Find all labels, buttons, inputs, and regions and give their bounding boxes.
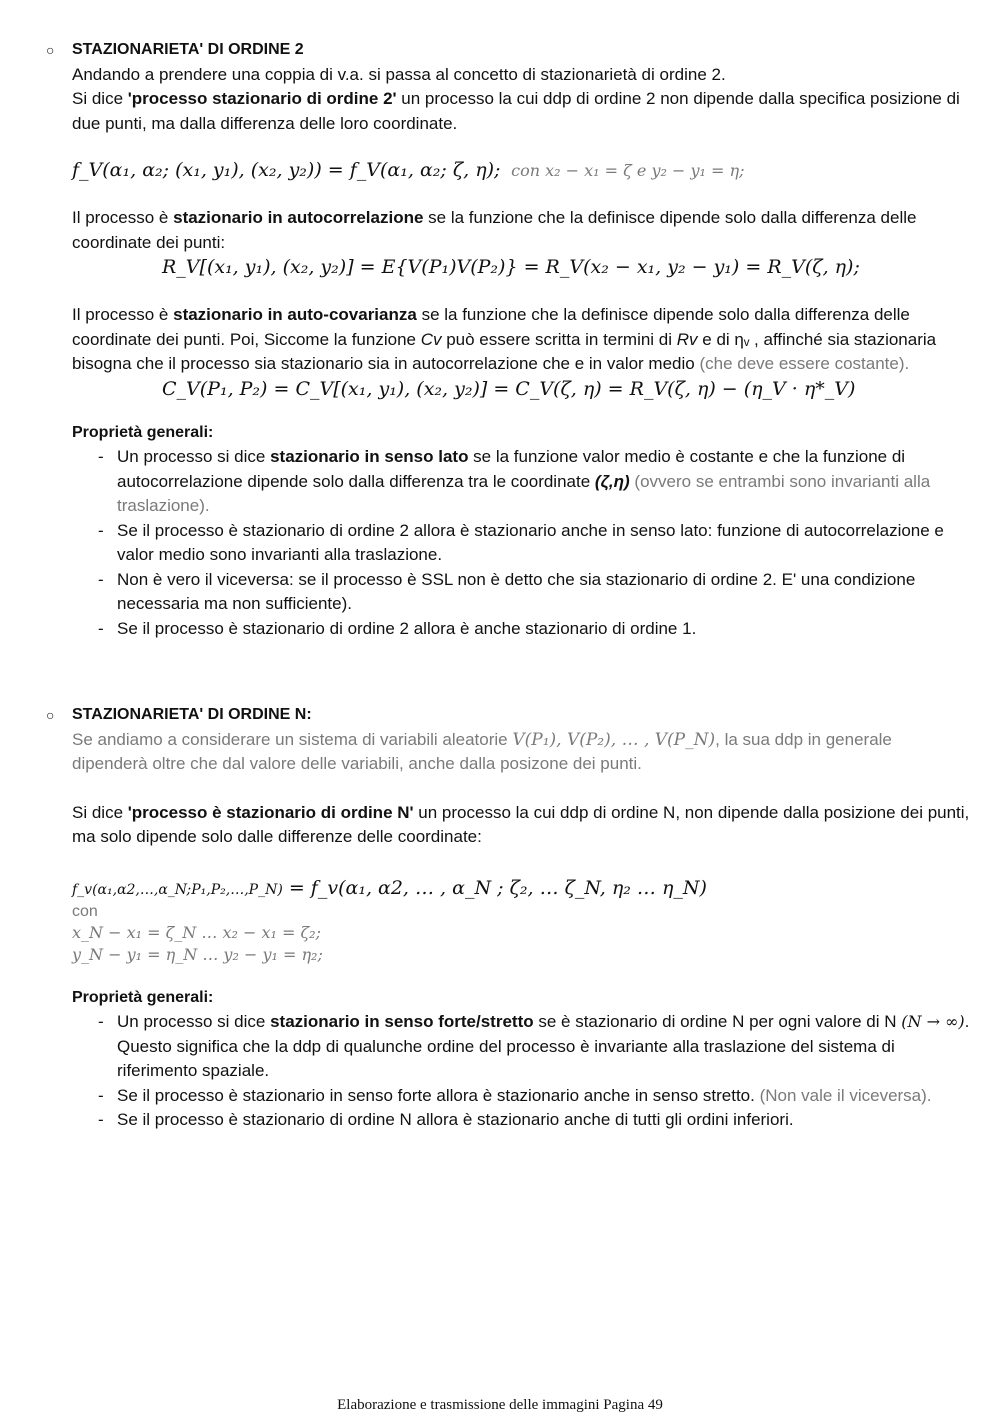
list-item: - Non è vero il viceversa: se il processo è SSL non è detto che sia stazionario di ordine 2. E' una condizione necessaria ma non sufficiente). xyxy=(117,568,972,617)
paragraph: Si dice 'processo è stazionario di ordine N' un processo la cui ddp di ordine N, non dipende dalla posizione dei punti, ma solo dipende solo dalle differenze delle coordinate: xyxy=(72,802,970,846)
list-item: - Se il processo è stazionario di ordine 2 allora è stazionario anche in senso lato: funzione di autocorrelazione e valor medio sono invarianti alla traslazione. xyxy=(117,519,972,568)
page-footer: Elaborazione e trasmissione delle immagini Pagina 49 xyxy=(337,1397,663,1413)
list-item: - Un processo si dice stazionario in senso forte/stretto se è stazionario di ordine N per ogni valore di N (N → ∞). Questo significa che la ddp di qualunche ordine del processo è invariante alla traslazione del sistema di riferimento spaziale. xyxy=(117,1010,972,1084)
equation: f_V(α₁, α₂; (x₁, y₁), (x₂, y₂)) = f_V(α₁, α₂; ζ, η); xyxy=(72,159,501,181)
section-title: STAZIONARIETA' DI ORDINE 2 xyxy=(72,41,304,58)
properties-title: Proprietà generali: xyxy=(72,988,214,1006)
section-stationarity-order-2 xyxy=(46,38,972,641)
properties-list xyxy=(72,445,972,641)
circle-bullet-icon: ○ xyxy=(46,707,55,723)
paragraph: Si dice 'processo stazionario di ordine 2' un processo la cui ddp di ordine 2 non dipende dalla specifica posizione di due punti, ma dalla differenza delle loro coordinate. xyxy=(72,89,960,133)
section-stationarity-order-n xyxy=(46,703,972,1133)
condition-x: x_N − x₁ = ζ_N … x₂ − x₁ = ζ₂; xyxy=(72,922,321,942)
con-label: con xyxy=(72,902,98,920)
paragraph: Se andiamo a considerare un sistema di variabili aleatorie V(P₁), V(P₂), … , V(P_N), la sua ddp in generale dipenderà oltre che dal valore delle variabili, anche dalla posizone dei punti. xyxy=(72,729,892,773)
list-item: - Se il processo è stazionario di ordine N allora è stazionario anche di tutti gli ordini inferiori. xyxy=(117,1108,972,1133)
properties-title: Proprietà generali: xyxy=(72,423,214,441)
equation-rhs: = f_v(α₁, α2, … , α_N ; ζ₂, … ζ_N, η₂ … η_N) xyxy=(282,876,707,899)
section-title: STAZIONARIETA' DI ORDINE N: xyxy=(72,706,312,723)
list-item: - Un processo si dice stazionario in senso lato se la funzione valor medio è costante e che la funzione di autocorrelazione dipende solo dalla differenza tra le coordinate (ζ,η) (ovvero se entrambi sono invarianti alla traslazione). xyxy=(117,445,972,519)
equation: R_V[(x₁, y₁), (x₂, y₂)] = E{V(P₁)V(P₂)} = R_V(x₂ − x₁, y₂ − y₁) = R_V(ζ, η); xyxy=(162,256,860,278)
properties-list xyxy=(72,1010,972,1133)
equation-row xyxy=(72,255,972,283)
equation: C_V(P₁, P₂) = C_V[(x₁, y₁), (x₂, y₂)] = C_V(ζ, η) = R_V(ζ, η) − (η_V · η*_V) xyxy=(162,377,856,400)
equation-row xyxy=(72,876,972,902)
equation-row xyxy=(72,377,972,407)
paragraph: Il processo è stazionario in auto-covarianza se la funzione che la definisce dipende solo dalla differenza delle coordinate dei punti. Poi, Siccome la funzione Cv può essere scritta in termini di Rv e di ηᵥ , affinché sia stazionaria bisogna che il processo sia stazionario sia in autocorrelazione che e in valor medio (che deve essere costante). xyxy=(72,305,937,373)
list-item: - Se il processo è stazionario in senso forte allora è stazionario anche in senso stretto. (Non vale il viceversa). xyxy=(117,1084,972,1109)
equation-row xyxy=(72,158,972,188)
condition-y: y_N − y₁ = η_N … y₂ − y₁ = η₂; xyxy=(72,944,323,964)
paragraph: Il processo è stazionario in autocorrelazione se la funzione che la definisce dipende solo dalla differenza delle coordinate dei punti: xyxy=(72,208,917,252)
paragraph: Andando a prendere una coppia di v.a. si passa al concetto di stazionarietà di ordine 2. xyxy=(72,64,726,84)
circle-bullet-icon: ○ xyxy=(46,42,55,58)
list-item: - Se il processo è stazionario di ordine 2 allora è anche stazionario di ordine 1. xyxy=(117,617,972,642)
equation-note: con x₂ − x₁ = ζ e y₂ − y₁ = η; xyxy=(511,161,745,180)
equation-lhs: f_v(α₁,α2,…,α_N;P₁,P₂,…,P_N) xyxy=(72,881,283,898)
